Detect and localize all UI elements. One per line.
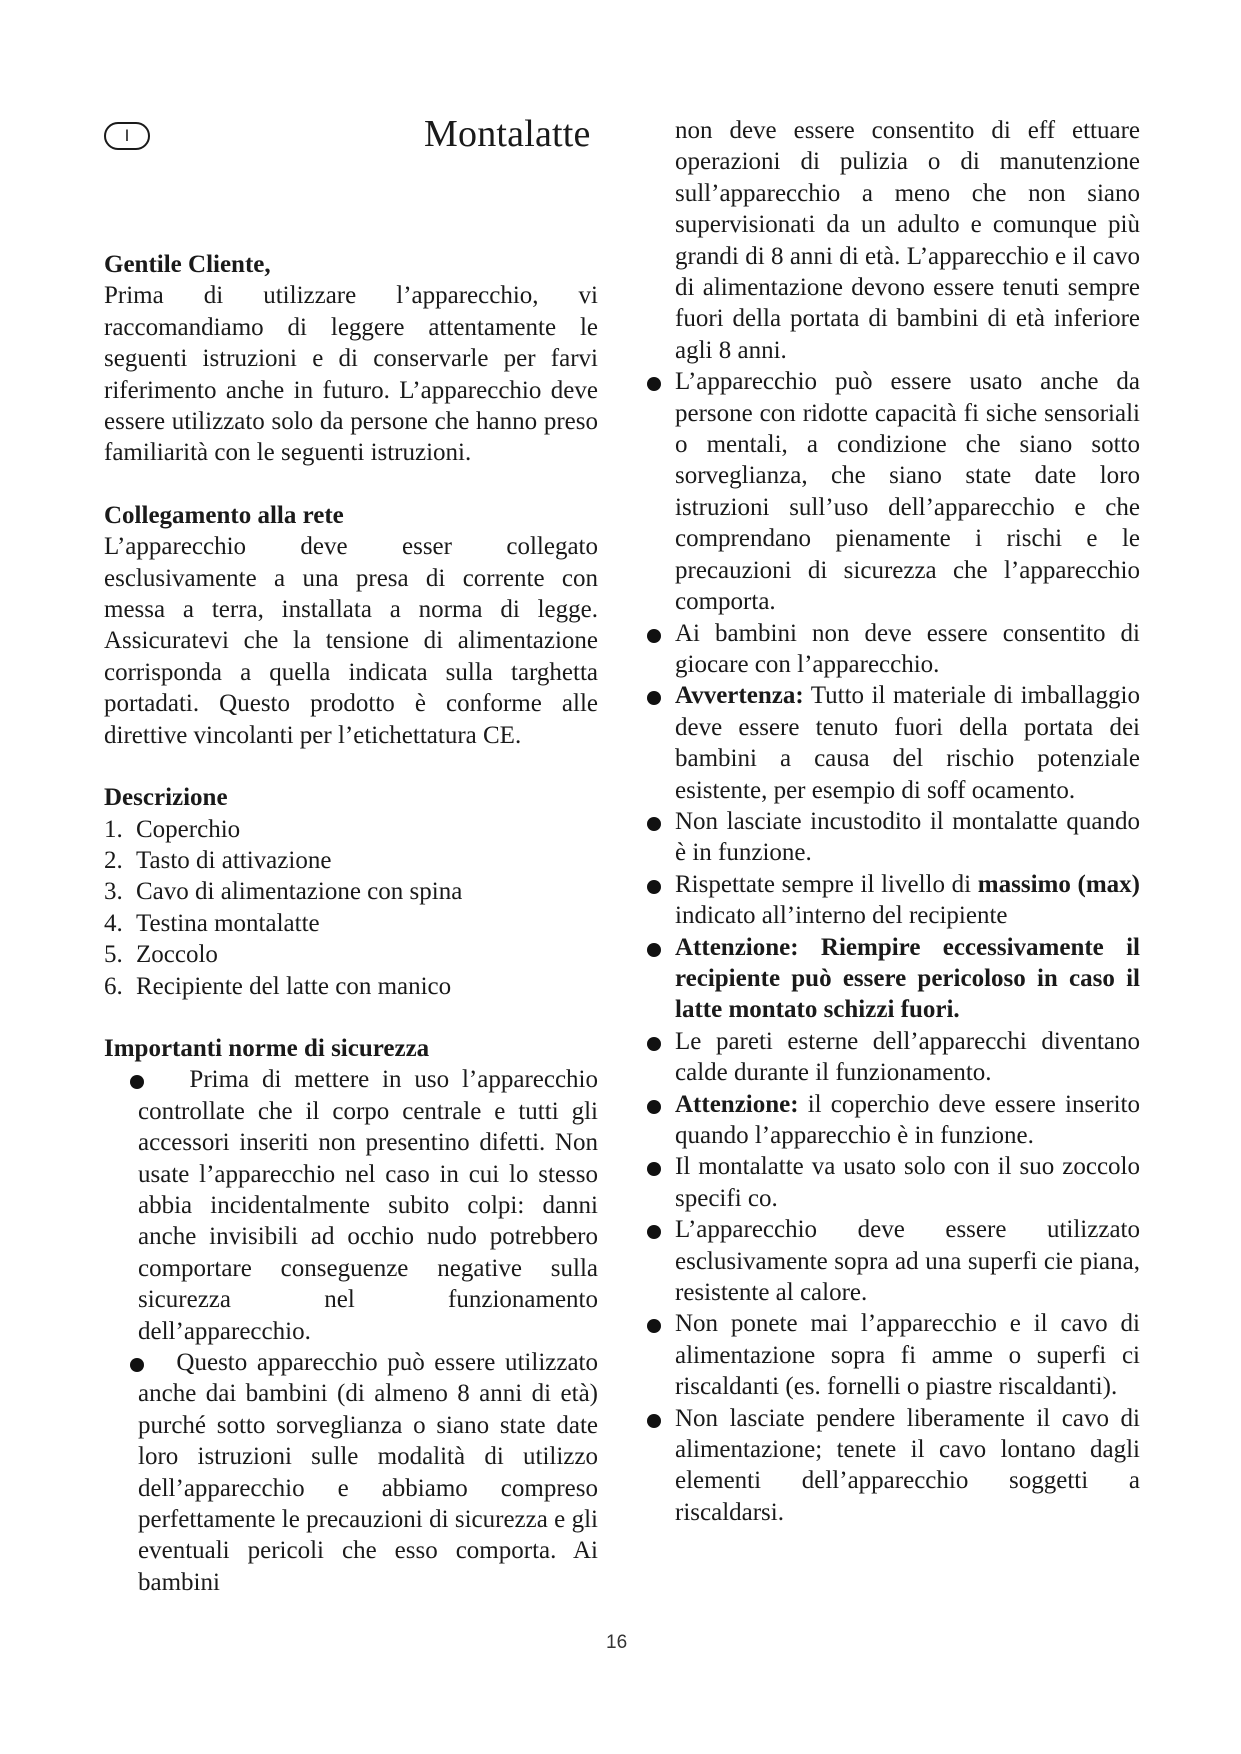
right-column: [675, 115, 1140, 1528]
list-item: [104, 845, 598, 876]
list-item: [104, 971, 598, 1002]
bullet-text: Non lasciate pendere liberamente il cavo di alimentazione; tenete il cavo lontano dagli elementi dell’apparecchio soggetti a riscaldarsi.: [675, 1404, 1140, 1526]
bullet-text: Non ponete mai l’apparecchio e il cavo di alimentazione sopra fi amme o superfi ci riscaldanti (es. fornelli o piastre riscaldanti).: [675, 1310, 1140, 1401]
bullet-bold: Attenzione: Riempire eccessivamente il recipiente può essere pericoloso in caso il latte montato schizzi fuori.: [675, 933, 1140, 1024]
bullet-icon: [647, 691, 661, 705]
item-number: 3.: [104, 878, 123, 906]
page-number: 16: [606, 1632, 628, 1653]
bullet-icon: [647, 1319, 661, 1333]
item-label: Zoccolo: [136, 941, 218, 969]
bullet-bold: Avvertenza:: [675, 682, 804, 710]
list-item: [675, 680, 1140, 806]
item-label: Tasto di attivazione: [136, 846, 332, 874]
bullet-text: L’apparecchio può essere usato anche da persone con ridotte capacità fi siche sensoriali o mentali, a condizione che siano sotto sorveglianza, che siano state date loro istruzioni sull’uso dell’apparecchio e che comprendano pienamente i rischi e le precauzioni di sicurezza che l’apparecchio comporta.: [675, 368, 1140, 616]
list-item: [675, 366, 1140, 617]
list-item: [104, 876, 598, 907]
safety-heading: Importanti norme di sicurezza: [104, 1034, 430, 1062]
bullet-icon: [647, 880, 661, 894]
bullet-icon: [647, 943, 661, 957]
bullet-icon: [647, 629, 661, 643]
bullet-icon: [647, 377, 661, 391]
safety-list-right: [675, 366, 1140, 1528]
description-list: [104, 814, 598, 1002]
connection-text: L’apparecchio deve esser collegato esclusivamente a una presa di corrente con messa a terra, installata a norma di legge. Assicuratevi che la tensione di alimentazione corrisponda a quella indicata sulla targhetta portadati. Questo prodotto è conforme alle direttive vincolanti per l’etichettatura CE.: [104, 533, 598, 749]
item-number: 1.: [104, 815, 123, 843]
bullet-text: L’apparecchio deve essere utilizzato esclusivamente sopra ad una superfi cie piana, resistente al calore.: [675, 1216, 1140, 1307]
list-item: [104, 908, 598, 939]
list-item: [675, 869, 1140, 932]
bullet-icon: [647, 1162, 661, 1176]
list-item: [675, 1403, 1140, 1529]
list-item: [104, 939, 598, 970]
bullet-text: Prima di mettere in uso l’apparecchio controllate che il corpo centrale e tutti gli accessori inseriti non presentino difetti. Non usate l’apparecchio nel caso in cui lo stesso abbia incidentalmente subito colpi: danni anche invisibili ad occhio nudo potrebbero comportare conseguenze negative sulla sicurezza nel funzionamento dell’apparecchio.: [138, 1066, 599, 1345]
list-item: [104, 814, 598, 845]
intro-text: Prima di utilizzare l’apparecchio, vi raccomandiamo di leggere attentamente le seguenti istruzioni e di conservarle per farvi riferimento anche in futuro. L’apparecchio deve essere utilizzato solo da persone che hanno preso familiarità con le seguenti istruzioni.: [104, 282, 598, 467]
list-item: [675, 1089, 1140, 1152]
bullet-icon: [647, 1225, 661, 1239]
item-label: Cavo di alimentazione con spina: [136, 878, 463, 906]
list-item: [675, 618, 1140, 681]
intro-section: [104, 249, 598, 469]
item-label: Recipiente del latte con manico: [136, 972, 452, 1000]
item-number: 6.: [104, 972, 123, 1000]
bullet-icon: [647, 1037, 661, 1051]
bullet-icon: [647, 1414, 661, 1428]
bullet-text: Le pareti esterne dell’apparecchi diventano calde durante il funzionamento.: [675, 1027, 1140, 1087]
bullet-text: Il montalatte va usato solo con il suo zoccolo specifi co.: [675, 1153, 1140, 1212]
connection-heading: Collegamento alla rete: [104, 501, 344, 529]
item-number: 2.: [104, 846, 123, 874]
list-item: [138, 1347, 598, 1598]
list-item: [675, 932, 1140, 1026]
language-badge: [104, 122, 150, 150]
bullet-bold: Attenzione:: [675, 1090, 799, 1118]
bullet-text: Non lasciate incustodito il montalatte quando è in funzione.: [675, 807, 1140, 867]
item-number: 4.: [104, 909, 123, 937]
language-code: I: [124, 126, 130, 145]
bullet-text: Questo apparecchio può essere utilizzato anche dai bambini (di almeno 8 anni di età) purché sotto sorveglianza o siano state date loro istruzioni sulle modalità di utilizzo dell’apparecchio e abbiamo compreso perfettamente le precauzioni di sicurezza e gli eventuali pericoli che esso comporta. Ai bambini: [138, 1349, 599, 1596]
list-item: [138, 1064, 598, 1347]
left-column: [104, 249, 598, 1629]
bullet-text: indicato all’interno del recipiente: [675, 902, 1008, 930]
item-label: Coperchio: [136, 815, 241, 843]
page-title: Montalatte: [424, 113, 591, 155]
item-number: 5.: [104, 941, 123, 969]
safety-continuation: non deve essere consentito di eff ettuare operazioni di pulizia o di manutenzione sull’apparecchio a meno che non siano supervisionati da un adulto e comunque più grandi di 8 anni di età. L’apparecchio e il cavo di alimentazione devono essere tenuti sempre fuori della portata di bambini di età inferiore agli 8 anni.: [675, 117, 1140, 364]
item-label: Testina montalatte: [136, 909, 320, 937]
bullet-text: Rispettate sempre il livello di: [675, 870, 978, 898]
bullet-text: il coperchio deve essere inserito quando l’apparecchio è in funzione.: [675, 1090, 1140, 1149]
intro-heading: Gentile Cliente,: [104, 251, 271, 278]
list-item: [675, 1214, 1140, 1308]
bullet-text: Ai bambini non deve essere consentito di giocare con l’apparecchio.: [675, 619, 1140, 678]
list-item: [675, 1151, 1140, 1214]
description-section: [104, 782, 598, 1002]
bullet-text: Tutto il materiale di imballaggio deve essere tenuto fuori della portata dei bambini a causa del rischio potenziale esistente, per esempio di soff ocamento.: [675, 682, 1140, 804]
description-heading: Descrizione: [104, 784, 228, 812]
safety-list-left: [104, 1064, 598, 1598]
bullet-icon: [130, 1075, 144, 1089]
bullet-icon: [647, 817, 661, 831]
list-item: [675, 1026, 1140, 1089]
bullet-bold: massimo (max): [977, 870, 1141, 898]
list-item: [675, 806, 1140, 869]
bullet-icon: [130, 1358, 144, 1372]
safety-section: [104, 1033, 598, 1598]
bullet-icon: [647, 1100, 661, 1114]
list-item: [675, 1308, 1140, 1402]
connection-section: [104, 500, 598, 751]
